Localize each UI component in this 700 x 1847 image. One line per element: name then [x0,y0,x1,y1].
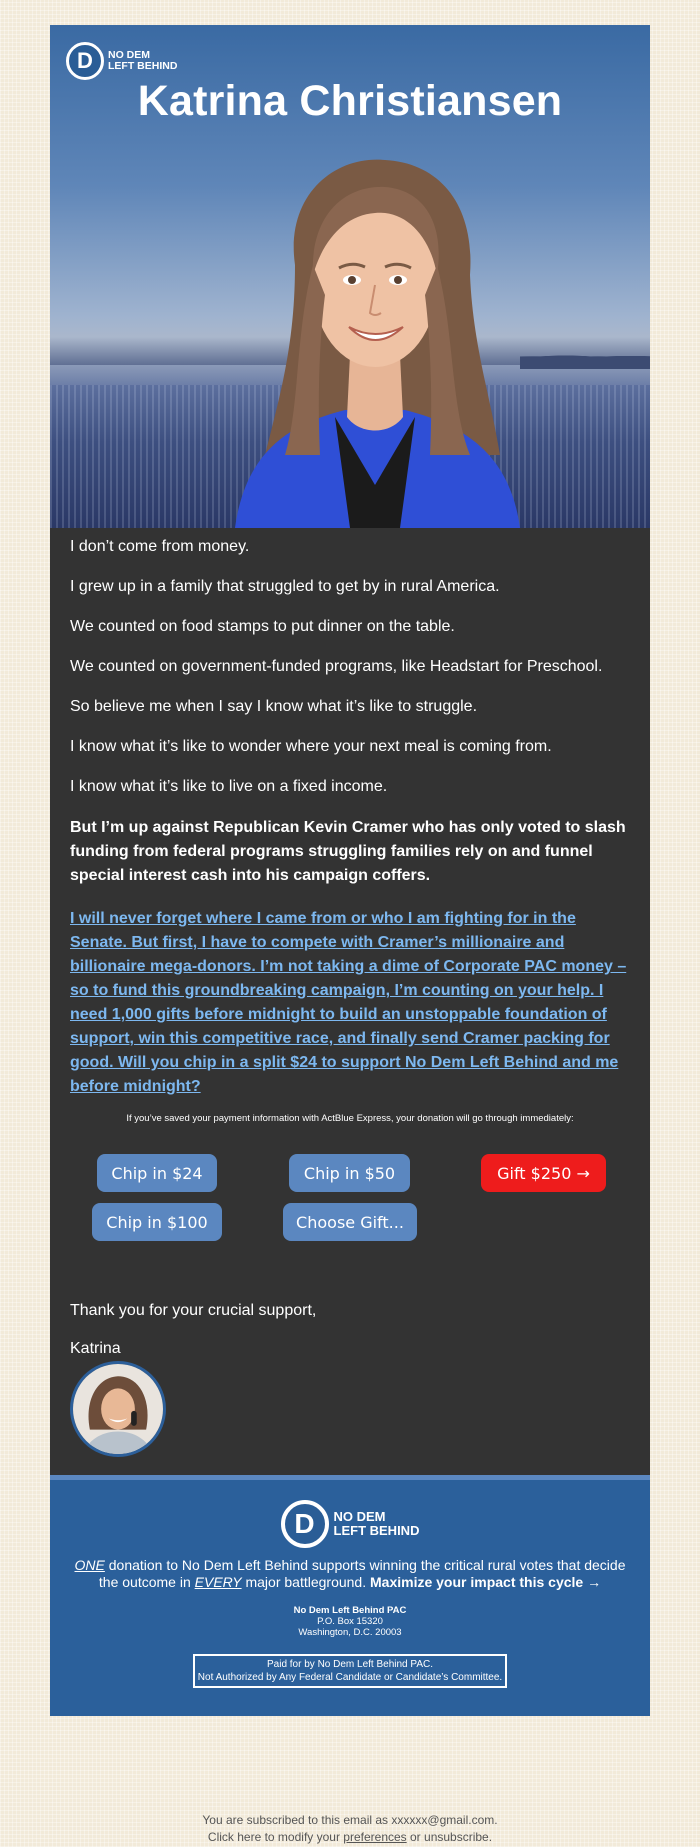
header-logo[interactable] [66,42,177,80]
chip-in-50-button[interactable]: Chip in $50 [289,1154,410,1192]
donation-button-row-1 [70,1154,630,1192]
body-paragraph: I don’t come from money. [70,538,250,555]
subscription-notice: You are subscribed to this email as xxxxxx@gmail.com. Click here to modify your preferences or unsubscribe. [202,1813,498,1844]
body-paragraph: We counted on government-funded programs, like Headstart for Preschool. [70,658,603,675]
donation-button-row-2 [70,1203,630,1241]
choose-gift-button[interactable]: Choose Gift... [283,1203,417,1241]
impact-cta[interactable]: Maximize your impact this cycle → [370,1574,602,1590]
treeline [520,351,650,369]
gift-250-button[interactable]: Gift $250 → [481,1154,606,1192]
email-body [50,528,650,1475]
actblue-note: If you’ve saved your payment information with ActBlue Express, your donation will go through immediately: [126,1113,574,1124]
footer-logo-text: NO DEM LEFT BEHIND [333,1509,420,1538]
header-logo-text: NO DEM LEFT BEHIND [108,49,178,72]
footer-pitch[interactable]: ONE donation to No Dem Left Behind supports winning the critical rural votes that decide the outcome in EVERY major battleground. Maximize your impact this cycle → [74,1557,626,1590]
chip-in-24-button[interactable]: Chip in $24 [97,1154,217,1192]
preferences-link[interactable]: preferences [343,1830,407,1844]
chip-in-100-button[interactable]: Chip in $100 [92,1203,222,1241]
paid-for-disclaimer: Paid for by No Dem Left Behind PAC. Not Authorized by Any Federal Candidate or Candidate’s Committee. [193,1654,507,1688]
unsubscribe-link[interactable]: unsubscribe [424,1830,489,1844]
signature-avatar-image [73,1364,163,1454]
donate-link-paragraph[interactable]: I will never forget where I came from or who I am fighting for in the Senate. But first, I have to compete with Cramer’s millionaire and billionaire mega-donors. I’m not taking a dime of Corporate PAC money – so to fund this groundbreaking campaign, I’m counting on your help. I need 1,000 gifts before midnight to build an unstoppable foundation of support, win this competitive race, and finally send Cramer packing for good. Will you chip in a split $24 to support No Dem Left Behind and me before midnight? [70,910,627,1095]
body-paragraph: We counted on food stamps to put dinner on the table. [70,618,455,635]
hero-banner [50,25,650,528]
body-paragraph: I grew up in a family that struggled to get by in rural America. [70,578,500,595]
signature-name: Katrina [70,1340,121,1357]
signature-avatar [70,1361,166,1457]
candidate-name-title: Katrina Christiansen [137,77,563,125]
dem-d-logo-icon: D [66,42,104,80]
dem-d-logo-icon: D [281,1500,329,1548]
body-paragraph: I know what it’s like to live on a fixed income. [70,778,388,795]
email-footer [50,1480,650,1716]
footer-logo[interactable] [281,1500,420,1548]
body-bold-paragraph: But I’m up against Republican Kevin Cramer who has only voted to slash funding from federal programs struggling families rely on and funnel special interest cash into his campaign coffers. [70,819,626,884]
footer-address: No Dem Left Behind PAC P.O. Box 15320 Washington, D.C. 20003 [293,1605,407,1638]
email-container [50,25,650,1716]
candidate-portrait [225,155,525,528]
closing-line: Thank you for your crucial support, [70,1302,317,1319]
body-paragraph: I know what it’s like to wonder where your next meal is coming from. [70,738,552,755]
body-paragraph: So believe me when I say I know what it’s like to struggle. [70,698,478,715]
